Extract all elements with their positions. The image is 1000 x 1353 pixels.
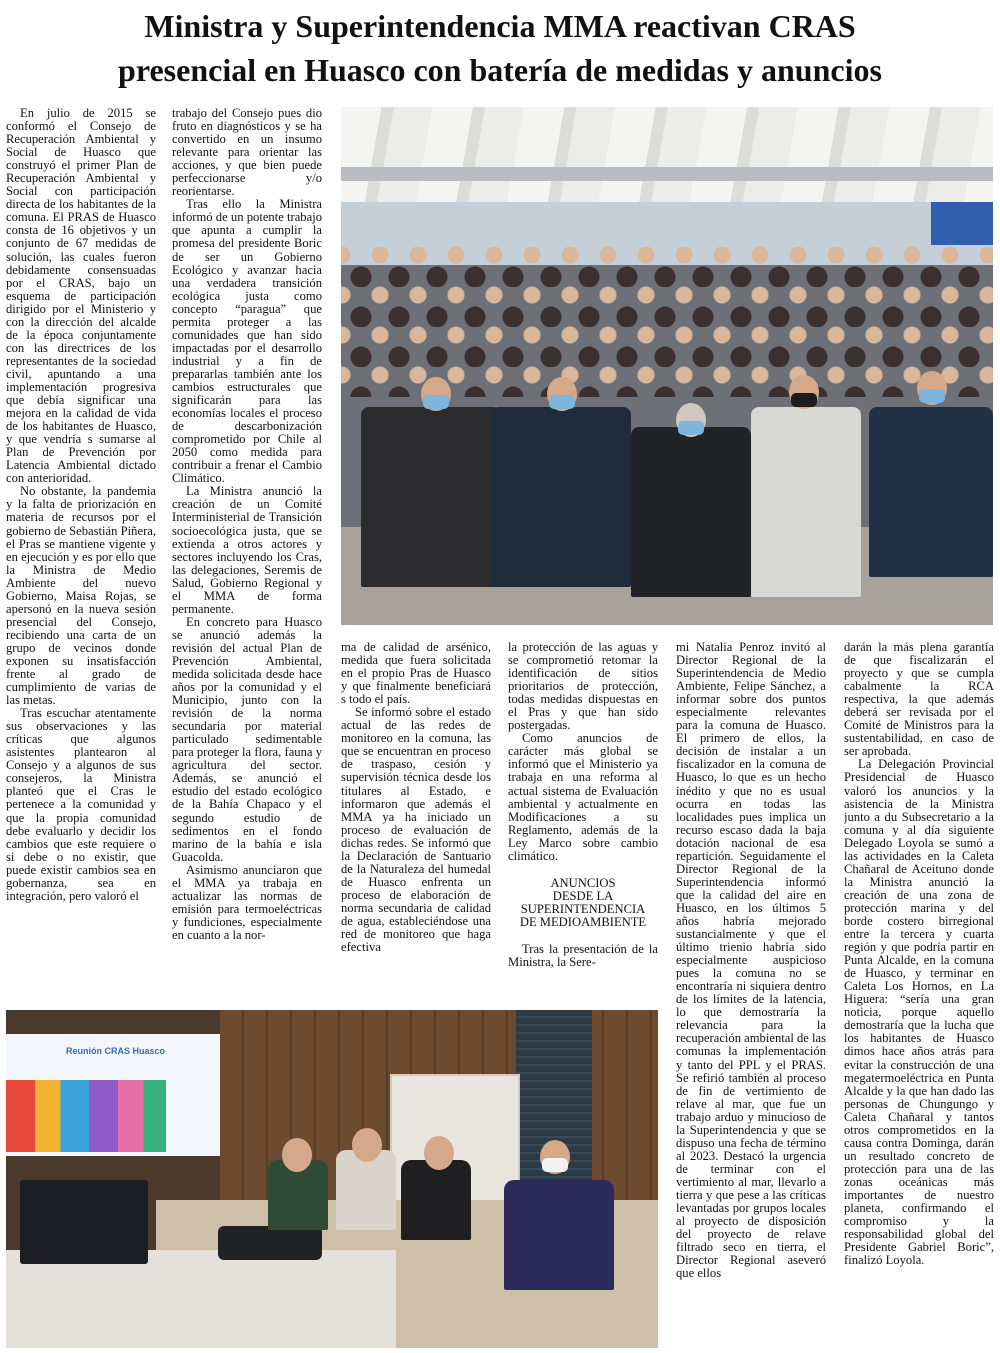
- article-column-3: [341, 641, 491, 993]
- paragraph: La Ministra anunció la creación de un Comité Interministerial de Transición socioecológica justa, que se extienda a otros actores y sectores incluyendo los Cras, las delegaciones, Seremis de Salud, Gobierno Regional y el MMA de forma permanente.: [172, 484, 322, 616]
- presentation-screen: [6, 1034, 220, 1156]
- paragraph: La Delegación Provincial Presidencial de Huasco valoró los anuncios y la asistencia de la Ministra junto a du Subsecretario a la comuna y al día siguiente Delegado Loyola se sumó a las actividades en la Caleta Chañaral de Aceituno donde la Ministra anunció la creación de una zona de protección marina y del borde costero birregional entre la tercera y cuarta región y que podría partir en Punta Alcalde, en la comuna de Huasco, y terminar en Caleta Los Hornos, en La Higuera: “sería una gran noticia, porque aquello demostraría que la lucha que los habitantes de Huasco dimos hace años atrás para evitar la construcción de una megatermoeléctrica en Punta Alcalde y la que han dado las personas de Chungungo y Caleta Chañaral y tantos otros comprometidos en la causa contra Dominga, darán un resultado concreto de protección para una de las zonas oceánicas más importantes de nuestro planeta, confirmando el compromiso y la responsabilidad global del Presidente Gabriel Boric”, finalizó Loyola.: [844, 757, 994, 1268]
- article-column-4: [508, 641, 658, 993]
- paragraph: En concreto para Huasco se anunció además la revisión del actual Plan de Prevención Ambiental, medida solicitada desde hace años por la comunidad y el Municipio, junto con la revisión de la norma secundaria por material particulado sedimentable para proteger la flora, fauna y agricultura del sector. Además, se anunció el estudio del estado ecológico de la Bahía Chapaco y el segundo estudio de sedimentos en el fondo marino de la bahía e isla Guacolda.: [172, 614, 322, 864]
- paragraph: Tras ello la Ministra informó de un potente trabajo que apunta a cumplir la promesa del presidente Boric de ser un Gobierno Ecológico y avanzar hacia una verdadera transición ecológica justa como concepto “paragua” que permita proteger a las comunidades que han sido impactadas por el desarrollo industrial y a fin de prepararlas también ante los cambios estructurales que significarán para las economías locales el proceso de descarbonización comprometido por Chile al 2050 como medida para contribuir a frenar el Cambio Climático.: [172, 197, 322, 486]
- screen-title: Reunión CRAS Huasco: [66, 1046, 166, 1056]
- paragraph: Como anuncios de carácter más global se informó que el Ministerio ya trabaja en una reforma al actual sistema de Evaluación ambiental y actualmente en Modificaciones a su Reglamento, además de la Ley Marco sobre cambio climático.: [508, 731, 658, 863]
- section-subheading: ANUNCIOS DESDE LA SUPERINTENDENCIA DE MEDIOAMBIENTE: [519, 875, 647, 929]
- article-column-6: [844, 641, 994, 1346]
- photo-audience: [341, 107, 993, 625]
- paragraph: En julio de 2015 se conformó el Consejo de Recuperación Ambiental y Social de Huasco que construyó el primer Plan de Recuperación Ambiental y Social con participación directa de los habitantes de la comuna. El PRAS de Huasco consta de 16 objetivos y un conjunto de 67 medidas de solución, las cuales fueron debidamente consensuadas por el CRAS, bajo un esquema de participación dirigido por el Ministerio y con la dirección del alcalde de la época conjuntamente con las directrices de los representantes de la sociedad civil, apuntando a una implementación progresiva que debía significar una mejora en la calidad de vida de los habitantes de Huasco, y que vendría s sumarse al Plan de Prevención por Latencia Ambiental dictado con anterioridad.: [6, 107, 156, 486]
- headline-line-1: Ministra y Superintendencia MMA reactivan CRAS: [144, 8, 856, 44]
- paragraph: la protección de las aguas y se comprometió retomar la identificación de sitios prioritarios de protección, todas medidas dispuestas en el Pras y que han sido postergadas.: [508, 641, 658, 733]
- article-column-1: [6, 107, 156, 992]
- paragraph: ma de calidad de arsénico, medida que fuera solicitada en el propio Pras de Huasco y que finalmente beneficiará s todo el país.: [341, 641, 491, 707]
- paragraph: No obstante, la pandemia y la falta de priorización en materia de recursos por el gobierno de Sebastián Piñera, el Pras se mantiene vigente y en ejecución y es por ello que la Ministra de Medio Ambiente del nuevo Gobierno, Maisa Rojas, se apersonó en la nueva sesión presencial del Consejo, recibiendo una carta de un grupo de vecinos donde exponen su insatisfacción frente al grado de cumplimiento de varias de las metas.: [6, 484, 156, 708]
- headline: [10, 4, 990, 92]
- article-column-5: [676, 641, 826, 1346]
- photo-meeting: [6, 1010, 658, 1348]
- paragraph: Se informó sobre el estado actual de las redes de monitoreo en la comuna, las que se encuentran en proceso de traspaso, cesión y supervisión técnica desde los titulares al Estado, e informaron que además el MMA ya ha iniciado un proceso de evaluación de dichas redes. Se informó que la Declaración de Santuario de la Naturaleza del humedal de Huasco enfrenta un proceso de elaboración de norma secundaria de calidad de agua, estableciéndose una red de monitoreo que haga efectiva: [341, 705, 491, 955]
- headline-line-2: presencial en Huasco con batería de medidas y anuncios: [118, 52, 882, 88]
- article-column-2: [172, 107, 322, 992]
- paragraph: Tras escuchar atentamente sus observaciones y las críticas que algunos asistentes plantearon al Consejo y a algunos de sus consejeros, la Ministra planteó que el Cras le pertenece a la comunidad y que la propia comunidad debe evaluarlo y decidir los cambios que este requiere o si debe o no existir, que puede existir cambios sea en gobernanza, sea en integración, pero valoró el: [6, 706, 156, 903]
- paragraph: Tras la presentación de la Ministra, la Sere-: [508, 941, 658, 970]
- paragraph: trabajo del Consejo pues dio fruto en diagnósticos y se ha convertido en un insumo relevante para orientar las acciones, y que bien puede perfeccionarse y/o reorientarse.: [172, 107, 322, 199]
- paragraph: mi Natalia Penroz invitó al Director Regional de la Superintendencia de Medio Ambiente, Felipe Sánchez, a informar sobre dos puntos especialmente relevantes para la comuna de Huasco. El primero de ellos, la decisión de instalar a un fiscalizador en la comuna de Huasco, lo que es un hecho inédito y que no es usual ocurra en todas las localidades pues implica un recurso escaso dada la baja dotación nacional de esa repartición. Seguidamente el Director Regional de la Superintendencia informó que la calidad del aire en Huasco, en los últimos 5 años habría mejorado sustancialmente y que el último trienio habría sido especialmente auspicioso pues la comuna no se encontraría ni siquiera dentro de los límites de la latencia, lo que demostraría la relevancia para la recuperación ambiental de las comunas la implementación y tanto del PPL y el PRAS. Se refirió también al proceso de fin de vertimiento de relave al mar, que fue un trabajo arduo y minucioso de la Superintendencia y que se dispuso una fecha de término al 2023. Destacó la urgencia de terminar con el vertimiento al mar, llevarlo a tierra y que pese a las críticas levantadas por grupos locales al proyecto de disposición del proyecto de relave filtrado seco en tierra, el Director Regional aseveró que ellos: [676, 641, 826, 1281]
- paragraph: darán la más plena garantía de que fiscalizarán el proyecto y que se cumpla cabalmente la RCA respectiva, la que además deberá ser revisada por el Comité de Ministros para la sustentabilidad, en caso de ser aprobada.: [844, 641, 994, 759]
- paragraph: Asimismo anunciaron que el MMA ya trabaja en actualizar las normas de emisión para termoeléctricas y fundiciones, especialmente en cuanto a la nor-: [172, 862, 322, 942]
